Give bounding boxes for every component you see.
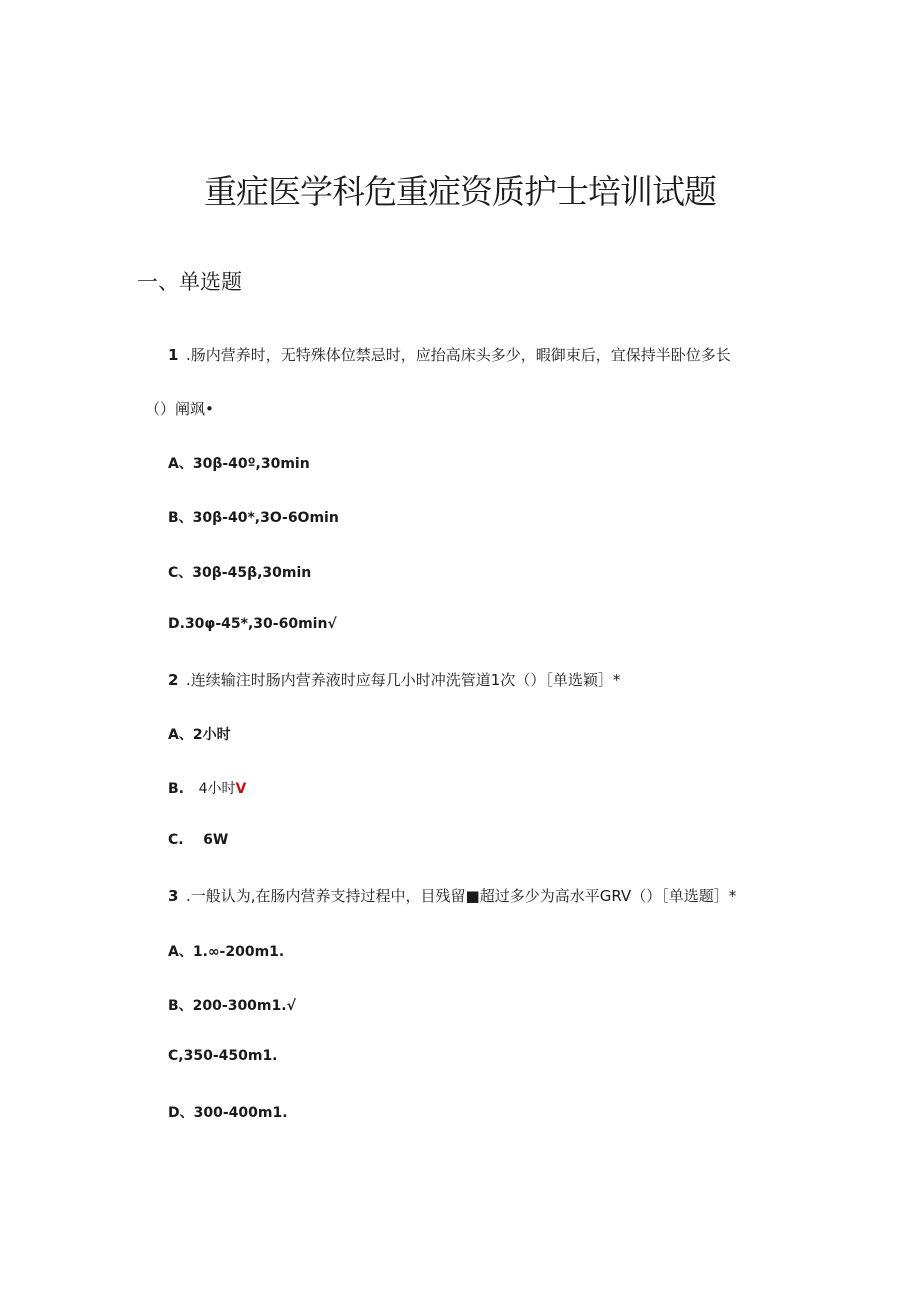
option-label: B.: [168, 781, 184, 797]
option-1c[interactable]: C、30β-45β,30min: [168, 565, 312, 581]
option-1a[interactable]: A、30β-40º,30min: [168, 456, 310, 472]
section-heading: 一、单选题: [137, 270, 242, 294]
question-1-continuation: （）阐飒•: [145, 400, 214, 418]
page-title: 重症医学科危重症资质护士培训试题: [204, 172, 716, 211]
question-2: [168, 669, 620, 690]
option-2a[interactable]: A、2小时: [168, 727, 231, 743]
question-number: 1: [168, 346, 179, 364]
option-value: 4小时: [198, 781, 236, 797]
question-number: 2: [168, 671, 179, 689]
option-3c[interactable]: C,350-450m1.: [168, 1048, 278, 1064]
option-3d[interactable]: D、300-400m1.: [168, 1105, 288, 1121]
option-3b[interactable]: B、200-300m1.√: [168, 998, 296, 1014]
option-3a[interactable]: A、1.∞-200m1.: [168, 944, 285, 960]
option-1d[interactable]: D.30φ-45*,30-60min√: [168, 616, 337, 632]
option-1b[interactable]: B、30β-40*,3O-6Omin: [168, 510, 339, 526]
question-text: .连续输注时肠内营养液时应每几小时冲洗管道1次（）［单选颖］*: [186, 671, 621, 689]
question-number: 3: [168, 887, 179, 905]
correct-mark: V: [235, 781, 247, 797]
option-2b[interactable]: [168, 778, 246, 798]
question-text: .肠内营养时，无特殊体位禁忌时，应抬高床头多少，暇御束后，宜保持半卧位多长: [186, 346, 731, 364]
question-1: [168, 344, 731, 365]
question-3: [168, 885, 736, 906]
option-2c[interactable]: C. 6W: [168, 832, 229, 848]
question-text: .一般认为,在肠内营养支持过程中，目残留■超过多少为高水平GRV（）［单选题］*: [186, 887, 737, 905]
